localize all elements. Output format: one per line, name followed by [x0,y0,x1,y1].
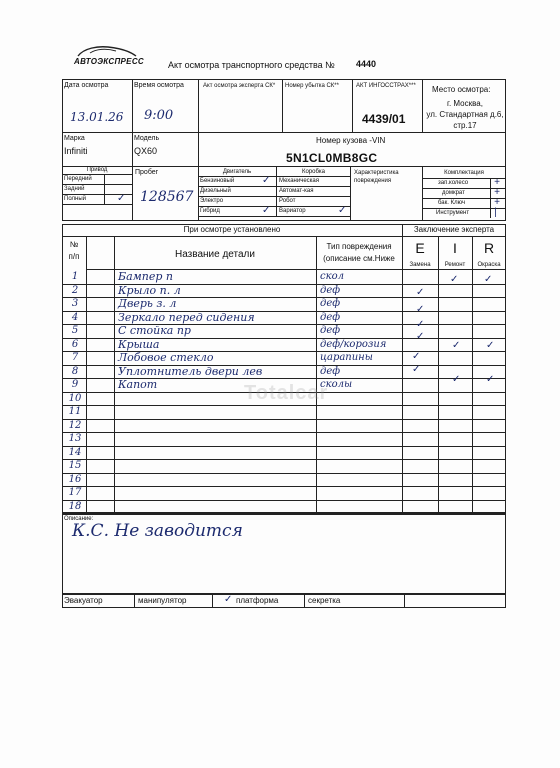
col-i-sub: Ремонт [444,262,466,268]
drive-full-check-icon: ✓ [117,193,126,204]
engine-petrol: Бензиновый [200,178,235,184]
row9-repair-check-icon: ✓ [452,374,461,385]
row4-replace-check-icon: ✓ [416,319,425,330]
drive-rear: Задний [64,186,85,192]
brand-label: Марка [64,135,85,142]
col-num-1: № [69,240,79,249]
row-number: 18 [68,500,82,512]
model-label: Модель [134,135,160,142]
watermark: Totalcar [244,382,329,404]
col-r: R [483,240,495,256]
place-label: Место осмотра: [432,85,491,94]
row-number: 3 [71,298,79,309]
row-part-name: Уплотнитель двери лев [118,364,263,378]
row-number: 11 [68,406,82,417]
gearbox-auto: Автомат-кая [279,188,314,194]
drive-label: Привод [86,167,108,173]
col-e-sub: Замена [409,262,431,268]
engine-hybrid: Гибрид [200,208,220,214]
row-part-name: Капот [118,378,158,391]
engine-label: Двигатель [222,169,252,175]
footer-bar [62,594,506,608]
col-damage-2: (описание см.Ниже [323,254,395,263]
engine-diesel: Дизельный [200,188,231,194]
col-r-sub: Окраска [477,262,501,268]
row-damage-type: царапины [320,352,373,363]
kit-tools-mark-icon: | [494,207,497,218]
kit-key: бак. Ключ [438,200,466,206]
row-damage-type: деф [320,311,341,323]
ingosstrakh-value: 4439/01 [362,112,406,126]
gearbox-manual: Механическая [279,178,320,184]
kit-spare-mark-icon: + [494,177,500,188]
model-value: QX60 [134,146,158,156]
place-address [424,98,506,131]
company-logo [74,44,144,70]
row-number: 9 [71,379,79,390]
footer-platform: платформа [236,596,279,605]
loss-number-label: Номер убытка СК** [285,83,339,89]
row-number: 12 [68,419,82,431]
time-label: Время осмотра [134,82,184,89]
row-number: 1 [71,271,79,282]
row-part-name: Крыло п. л [118,283,181,297]
kit-jack: домкрат [442,190,465,196]
car-logo-icon [74,44,140,58]
place-line-3: стр.17 [453,121,477,130]
kit-key-mark-icon: + [494,197,500,208]
description-label: Описание: [64,516,94,522]
row-part-name: Бампер п [118,270,173,283]
row-damage-type: деф [320,325,341,336]
row-number: 16 [68,473,82,485]
mileage-value: 128567 [140,189,194,205]
kit-spare: зап.колесо [438,180,469,186]
platform-check-icon: ✓ [224,594,233,605]
description-value: К.С. Не заводится [72,521,243,541]
gearbox-robot: Робот [279,198,296,204]
row-part-name: Дверь з. л [118,297,177,310]
expert-title: Заключение эксперта [413,225,495,234]
col-part: Название детали [175,249,255,260]
row8-replace-check-icon: ✓ [412,364,421,375]
drive-front: Передний [64,176,92,182]
row-divider [62,486,506,487]
section-title: При осмотре установлено [183,225,281,234]
vin-label: Номер кузова -VIN [316,136,386,145]
row-number: 13 [68,433,82,444]
row-divider [62,446,506,447]
logo-text: АВТОЭКСПРЕСС [74,57,144,66]
col-num-2: п/п [68,252,80,261]
row-number: 15 [68,460,82,471]
col-damage-1: Тип повреждения [326,242,392,251]
col-e: E [415,240,425,256]
row-damage-type: деф/корозия [320,338,387,350]
row9-paint-check-icon: ✓ [486,374,495,385]
brand-value: Infiniti [64,146,88,156]
row-number: 14 [68,446,82,458]
row-number: 4 [71,311,79,323]
gearbox-variator-check-icon: ✓ [338,205,347,216]
row-damage-type: деф [320,365,341,377]
row-number: 7 [71,352,79,363]
row2-replace-check-icon: ✓ [416,287,425,298]
col-i: I [453,240,457,256]
footer-secretka: секретка [308,596,341,605]
row-damage-type: сколы [320,379,353,390]
row1-paint-check-icon: ✓ [484,274,493,285]
vin-value: 5N1CL0MB8GC [286,151,378,165]
engine-hybrid-check-icon: ✓ [262,205,271,216]
row-part-name: С стойка пр [118,324,191,337]
row-damage-type: деф [320,298,341,309]
mileage-label: Пробег [135,169,159,176]
row-number: 5 [71,325,79,336]
row6-paint-check-icon: ✓ [486,340,495,351]
row7-replace-check-icon: ✓ [412,351,421,362]
row-divider [62,500,506,501]
kit-label: Комплектация [444,170,484,176]
damage-char-label-1: Характеристика [354,170,399,176]
gearbox-label: Коробка [301,169,326,175]
row-damage-type: скол [320,271,344,282]
row-divider [62,419,506,420]
gearbox-variator: Вариатор [279,208,306,214]
footer-evacuator: Эвакуатор [64,596,103,605]
footer-manipulator: манипулятор [138,596,187,605]
row-number: 2 [71,284,79,296]
kit-jack-mark-icon: + [494,187,500,198]
row-number: 8 [71,365,79,377]
row1-repair-check-icon: ✓ [450,274,459,285]
ingosstrakh-label: АКТ ИНГОССТРАХ*** [356,83,416,89]
row-part-name: Зеркало перед сидения [118,310,255,324]
damage-char-label-2: повреждения [354,178,392,184]
row-part-name: Лобовое стекло [118,351,214,364]
engine-petrol-check-icon: ✓ [262,175,271,186]
row-number: 17 [68,487,82,498]
row-number: 6 [71,338,79,350]
act-number: 4440 [356,59,377,69]
place-line-2: ул. Стандартная д.6, [426,110,504,119]
kit-tools: Инструмент [436,210,470,216]
date-value: 13.01.26 [70,110,124,124]
engine-electric: Электро [200,198,224,204]
date-label: Дата осмотра [64,82,109,89]
place-line-1: г. Москва, [447,99,483,108]
row-damage-type: деф [320,284,341,296]
expert-act-label: Акт осмотра эксперта СК* [203,83,276,89]
row-divider [62,459,506,460]
act-title: Акт осмотра транспортного средства № [168,60,335,70]
drive-full: Полный [64,196,86,202]
row-divider [62,405,506,406]
row3-replace-check-icon: ✓ [416,304,425,315]
row-part-name: Крыша [118,337,160,351]
row-divider [62,432,506,433]
row6-repair-check-icon: ✓ [452,340,461,351]
row5-replace-check-icon: ✓ [416,331,425,342]
time-value: 9:00 [144,108,174,123]
row-divider [62,473,506,474]
row-number: 10 [68,392,82,404]
